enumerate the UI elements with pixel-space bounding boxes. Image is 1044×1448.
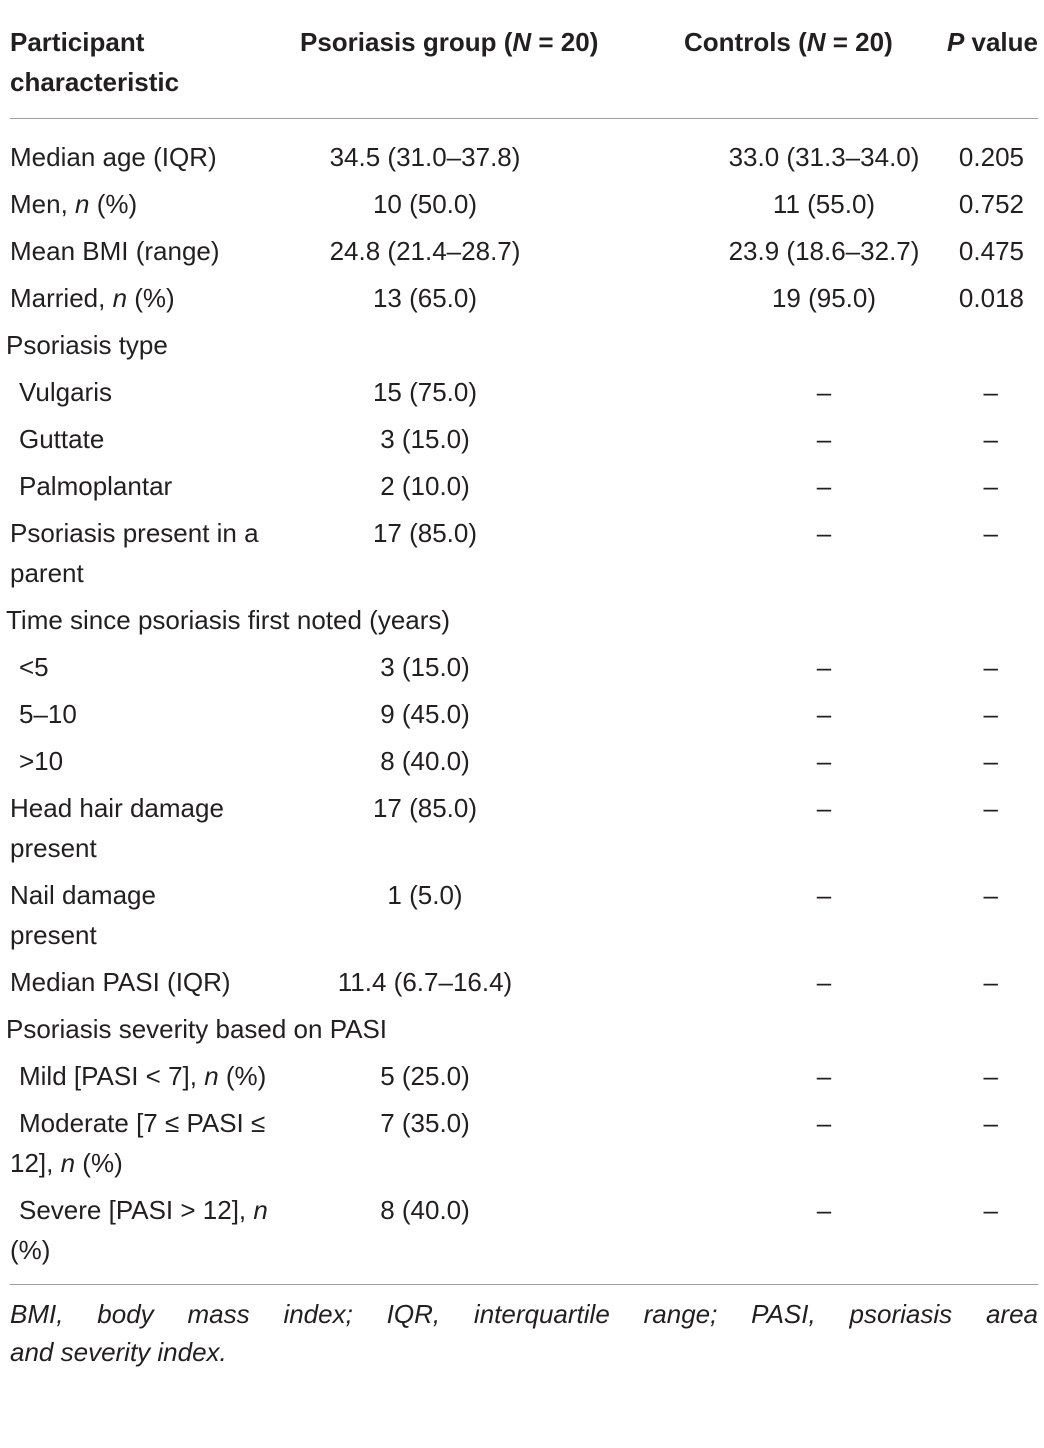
header-controls-count: = 20) xyxy=(825,27,893,57)
table-row xyxy=(10,510,1038,597)
p-value: – xyxy=(983,377,998,407)
controls-value: 11 (55.0) xyxy=(772,189,876,219)
header-characteristic: Participant characteristic xyxy=(10,0,280,119)
row-label xyxy=(10,1100,280,1187)
row-label-n: n xyxy=(60,1148,76,1178)
p-value: – xyxy=(983,699,998,729)
p-value: 0.205 xyxy=(958,142,1024,172)
p-value: – xyxy=(983,746,998,776)
section-label: Psoriasis type xyxy=(6,330,168,360)
table-row xyxy=(10,416,1038,463)
psoriasis-value: 17 (85.0) xyxy=(372,518,478,548)
p-value: 0.752 xyxy=(958,189,1024,219)
row-label: Head hair damage present xyxy=(10,793,224,863)
p-value: – xyxy=(983,471,998,501)
table-row xyxy=(10,1100,1038,1187)
psoriasis-value: 3 (15.0) xyxy=(380,424,470,454)
header-p-value xyxy=(938,0,1038,119)
controls-value: – xyxy=(816,880,832,910)
controls-value: – xyxy=(816,1061,832,1091)
table-row xyxy=(10,369,1038,416)
p-value: – xyxy=(983,1108,998,1138)
controls-value: – xyxy=(816,377,832,407)
p-value: – xyxy=(983,424,998,454)
psoriasis-value: 8 (40.0) xyxy=(380,746,470,776)
section-row xyxy=(10,1006,1038,1053)
header-row xyxy=(10,0,1038,119)
controls-value: – xyxy=(816,518,832,548)
table-footer xyxy=(10,1285,1038,1372)
controls-value: – xyxy=(816,1108,832,1138)
psoriasis-value: 9 (45.0) xyxy=(380,699,470,729)
footnote-row xyxy=(10,1285,1038,1372)
psoriasis-value: 7 (35.0) xyxy=(380,1108,470,1138)
controls-value: – xyxy=(816,1195,832,1225)
p-value: – xyxy=(983,880,998,910)
psoriasis-value: 24.8 (21.4–28.7) xyxy=(329,236,521,266)
table-row xyxy=(10,275,1038,322)
p-value: – xyxy=(983,793,998,823)
psoriasis-value: 13 (65.0) xyxy=(372,283,478,313)
psoriasis-value: 1 (5.0) xyxy=(387,880,463,910)
controls-value: 33.0 (31.3–34.0) xyxy=(728,142,920,172)
table-row xyxy=(10,463,1038,510)
row-label-text: Mild [PASI < 7], xyxy=(19,1061,205,1091)
row-label-text: Severe [PASI > 12], xyxy=(19,1195,254,1225)
header-psoriasis-group xyxy=(280,0,670,119)
header-p-text: value xyxy=(964,27,1038,57)
header-controls-n: N xyxy=(806,27,826,57)
controls-value: – xyxy=(816,424,832,454)
row-label-unit: (%) xyxy=(218,1061,267,1091)
table-row xyxy=(10,181,1038,228)
section-label: Psoriasis severity based on PASI xyxy=(6,1014,388,1044)
row-label: >10 xyxy=(19,746,64,776)
psoriasis-value: 3 (15.0) xyxy=(380,652,470,682)
table-row xyxy=(10,691,1038,738)
row-label xyxy=(10,1053,280,1100)
p-value: – xyxy=(983,967,998,997)
p-value: – xyxy=(983,652,998,682)
row-label: <5 xyxy=(19,652,49,682)
row-label: Mean BMI (range) xyxy=(10,236,220,266)
row-label-unit: (%) xyxy=(89,189,138,219)
section-label: Time since psoriasis first noted (years) xyxy=(6,605,451,635)
footnote xyxy=(10,1285,1038,1372)
row-label: Vulgaris xyxy=(19,377,112,407)
row-label-n: n xyxy=(75,189,90,219)
characteristics-table xyxy=(6,0,1038,1371)
row-label-n: n xyxy=(112,283,128,313)
p-value: – xyxy=(983,518,998,548)
controls-value: – xyxy=(816,471,832,501)
row-label: Median PASI (IQR) xyxy=(10,967,231,997)
row-label xyxy=(10,275,280,322)
table-row xyxy=(10,228,1038,275)
p-value: – xyxy=(983,1195,998,1225)
row-label: 5–10 xyxy=(19,699,77,729)
row-label-unit: (%) xyxy=(127,283,175,313)
row-label-n: n xyxy=(204,1061,219,1091)
psoriasis-value: 2 (10.0) xyxy=(380,471,470,501)
table-header xyxy=(10,0,1038,119)
footnote-line-2: and severity index. xyxy=(10,1337,227,1367)
row-label: Median age (IQR) xyxy=(10,142,217,172)
psoriasis-value: 11.4 (6.7–16.4) xyxy=(337,967,513,997)
header-psoriasis-text: Psoriasis group ( xyxy=(300,27,513,57)
psoriasis-value: 34.5 (31.0–37.8) xyxy=(329,142,521,172)
controls-value: – xyxy=(816,699,832,729)
psoriasis-value: 15 (75.0) xyxy=(372,377,478,407)
row-label: Palmoplantar xyxy=(19,471,173,501)
p-value: 0.475 xyxy=(958,236,1024,266)
psoriasis-value: 8 (40.0) xyxy=(380,1195,470,1225)
controls-value: – xyxy=(816,793,832,823)
controls-value: – xyxy=(816,746,832,776)
table-row xyxy=(10,738,1038,785)
psoriasis-value: 5 (25.0) xyxy=(380,1061,470,1091)
psoriasis-value: 10 (50.0) xyxy=(372,189,478,219)
row-label xyxy=(10,181,280,228)
characteristics-table-container xyxy=(6,0,1038,1371)
row-label: Psoriasis present in a parent xyxy=(10,518,259,588)
table-row xyxy=(10,872,1038,959)
header-psoriasis-n: N xyxy=(512,27,532,57)
controls-value: 23.9 (18.6–32.7) xyxy=(728,236,920,266)
row-label-unit: (%) xyxy=(75,1148,123,1178)
table-row xyxy=(10,1187,1038,1285)
row-label-n: n xyxy=(253,1195,268,1225)
table-row xyxy=(10,785,1038,872)
row-label-text: Moderate [7 ≤ PASI ≤ 12], xyxy=(10,1108,266,1178)
table-body xyxy=(6,119,1038,1285)
header-controls xyxy=(670,0,938,119)
row-label: Guttate xyxy=(19,424,105,454)
table-row xyxy=(10,119,1038,181)
table-row xyxy=(10,959,1038,1006)
row-label xyxy=(10,1187,280,1285)
row-label-text: Men, xyxy=(10,189,76,219)
row-label-text: Married, xyxy=(10,283,113,313)
table-row xyxy=(10,1053,1038,1100)
footnote-line-1: BMI, body mass index; IQR, interquartile range; PASI, psoriasis area xyxy=(10,1299,1038,1329)
header-controls-text: Controls ( xyxy=(684,27,807,57)
section-row xyxy=(10,597,1038,644)
controls-value: – xyxy=(816,652,832,682)
psoriasis-value: 17 (85.0) xyxy=(372,793,478,823)
p-value: – xyxy=(983,1061,998,1091)
header-psoriasis-count: = 20) xyxy=(531,27,599,57)
table-row xyxy=(10,644,1038,691)
row-label: Nail damage present xyxy=(10,880,156,950)
section-row xyxy=(10,322,1038,369)
row-label-unit: (%) xyxy=(10,1235,51,1265)
p-value: 0.018 xyxy=(958,283,1024,313)
header-p-italic: P xyxy=(946,27,965,57)
controls-value: – xyxy=(816,967,832,997)
controls-value: 19 (95.0) xyxy=(771,283,877,313)
